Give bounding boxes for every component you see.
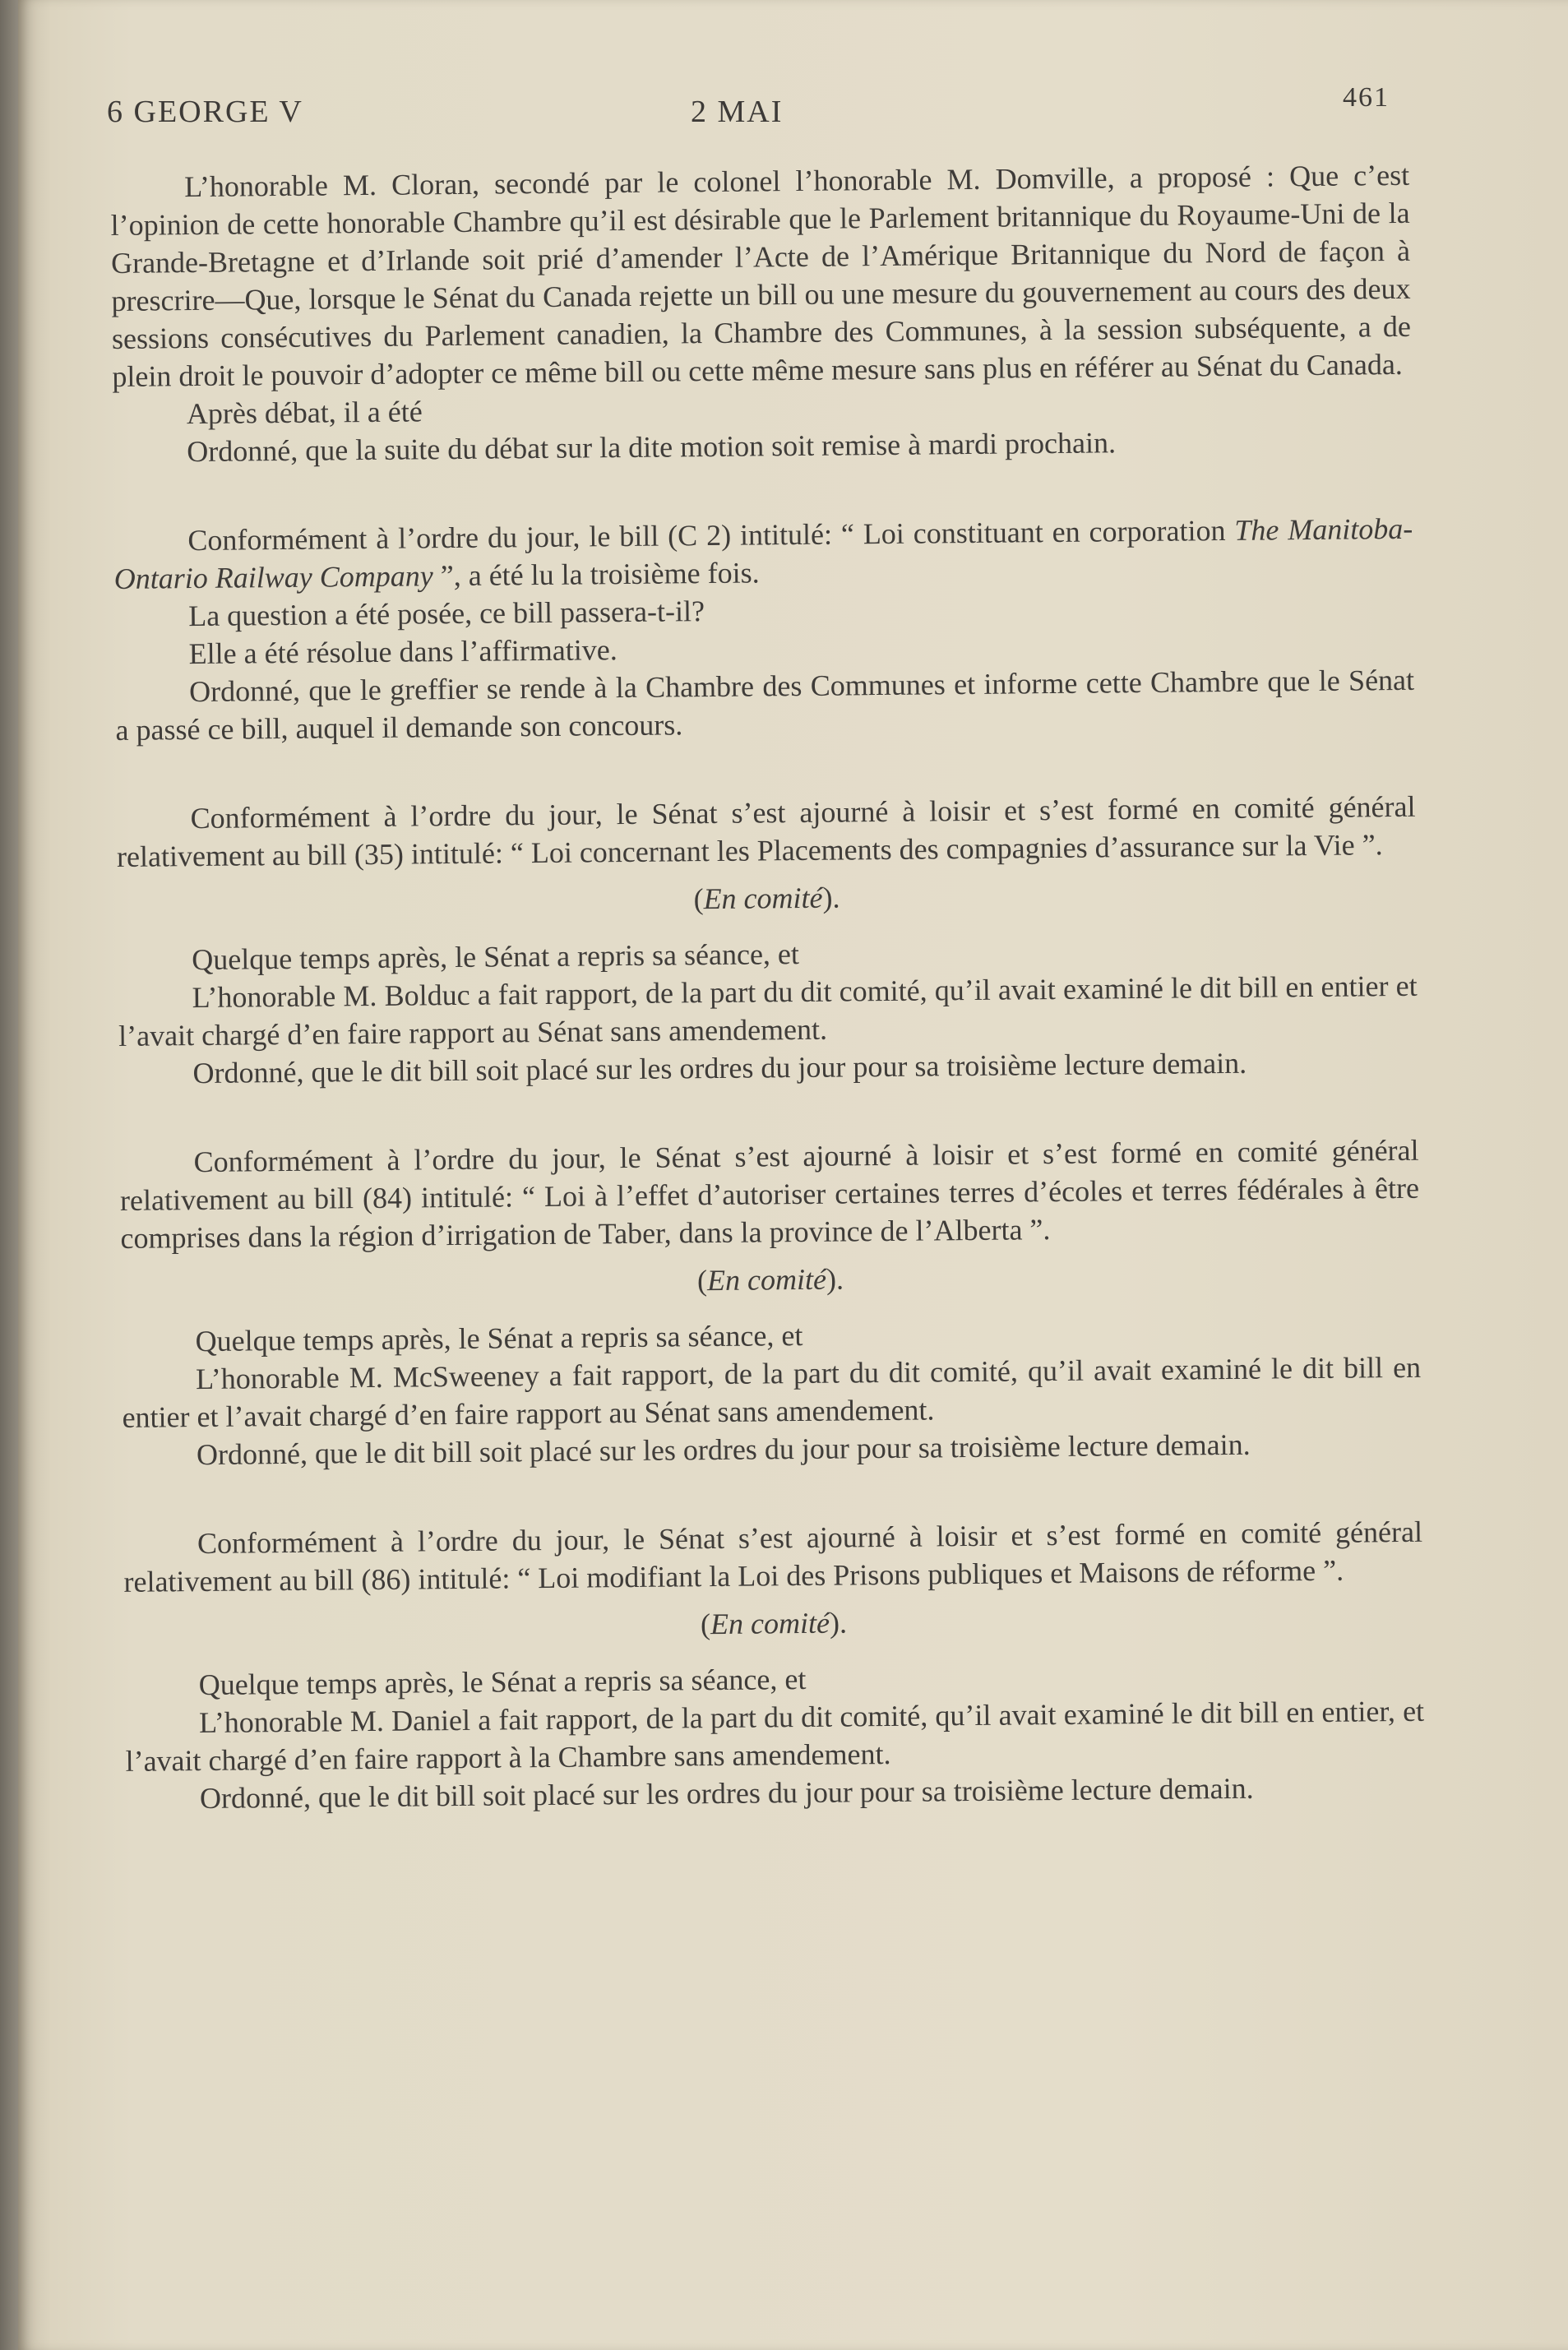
question-put: La question a été posée, ce bill passera-t-il? [188, 594, 705, 633]
committee-heading: (En comité). [696, 1262, 844, 1298]
committee-motion-bill-35: Conformément à l’ordre du jour, le Sénat s’est ajourné à loisir et s’est formé en comité général relativement au bill (35) intitulé: “ Loi concernant les Placements des compagnies d’assurance sur la Vie ”. [116, 789, 1416, 873]
order-paragraph: Ordonné, que le dit bill soit placé sur les ordres du jour pour sa troisième lecture demain. [196, 1427, 1251, 1472]
journal-body [110, 156, 1425, 1818]
committee-heading-text: En comité [706, 1262, 827, 1298]
committee-report: L’honorable M. McSweeney a fait rapport, de la part du dit comité, qu’il avait examiné le dit bill en entier et l’avait chargé d’en faire rapport au Sénat sans amendement. [122, 1350, 1422, 1434]
committee-heading: (En comité). [700, 1606, 848, 1641]
sitting-resumed: Quelque temps après, le Sénat a repris sa séance, et [198, 1662, 807, 1702]
bill-c2-text-start: Conformément à l’ordre du jour, le bill (C 2) intitulé: “ Loi constituant en corporation [187, 513, 1235, 557]
header-date: 2 MAI [691, 95, 784, 129]
bill-c2-company-name: The Manitoba-Ontario Railway Company [113, 511, 1413, 595]
committee-heading-text: En comité [710, 1606, 830, 1641]
sitting-resumed: Quelque temps après, le Sénat a repris sa séance, et [195, 1318, 803, 1358]
committee-motion-bill-86: Conformément à l’ordre du jour, le Sénat s’est ajourné à loisir et s’est formé en comité général relativement au bill (86) intitulé: “ Loi modifiant la Loi des Prisons publiques et Maisons de réforme ”. [123, 1515, 1423, 1598]
running-header [107, 82, 1390, 132]
committee-heading: (En comité). [693, 881, 840, 916]
order-paragraph: Ordonné, que le greffier se rende à la Chambre des Communes et informe cette Chambre que le Sénat a passé ce bill, auquel il demande son concours. [115, 663, 1415, 747]
bill-c2-text-end: ”, a été lu la troisième fois. [432, 556, 760, 593]
page-number: 461 [1343, 82, 1390, 113]
debate-note: Après débat, il a été [186, 395, 423, 431]
committee-report: L’honorable M. Daniel a fait rapport, de la part du dit comité, qu’il avait examiné le dit bill en entier, et l’avait chargé d’en faire rapport à la Chambre sans amendement. [125, 1694, 1425, 1778]
committee-report: L’honorable M. Bolduc a fait rapport, de la part du dit comité, qu’il avait examiné le dit bill en entier et l’avait chargé d’en faire rapport au Sénat sans amendement. [118, 969, 1418, 1052]
committee-heading-text: En comité [703, 881, 823, 916]
sitting-resumed: Quelque temps après, le Sénat a repris sa séance, et [192, 937, 800, 977]
header-regnal-year: 6 GEORGE V [107, 95, 303, 129]
motion-paragraph: L’honorable M. Cloran, secondé par le colonel l’honorable M. Domville, a proposé : Que c’est l’opinion de cette honorable Chambre qu’il est désirable que le Parlement britannique du Royaume-Uni de la Grande-Bretagne et d’Irlande soit prié d’amender l’Acte de l’Amérique Britannique du Nord de façon à prescrire—Que, lorsque le Sénat du Canada rejette un bill ou une mesure du gouvernement au cours des deux sessions consécutives du Parlement canadien, la Chambre des Communes, à la session subséquente, a de plein droit le pouvoir d’adopter ce même bill ou cette même mesure sans plus en référer au Sénat du Canada. [110, 158, 1412, 393]
order-paragraph: Ordonné, que le dit bill soit placé sur les ordres du jour pour sa troisième lecture demain. [199, 1771, 1254, 1816]
order-paragraph: Ordonné, que la suite du débat sur la dite motion soit remise à mardi prochain. [187, 426, 1117, 469]
book-binding-edge [0, 0, 18, 2350]
document-page [18, 0, 1568, 2350]
order-paragraph: Ordonné, que le dit bill soit placé sur les ordres du jour pour sa troisième lecture demain. [192, 1046, 1247, 1090]
resolved-affirmative: Elle a été résolue dans l’affirmative. [188, 633, 617, 671]
committee-motion-bill-84: Conformément à l’ordre du jour, le Sénat s’est ajourné à loisir et s’est formé en comité général relativement au bill (84) intitulé: “ Loi à l’effet d’autoriser certaines terres d’écoles et terres fédérales à être comprises dans la région d’irrigation de Taber, dans la province de l’Alberta ”. [119, 1133, 1420, 1255]
bill-c2-reading [113, 510, 1413, 598]
